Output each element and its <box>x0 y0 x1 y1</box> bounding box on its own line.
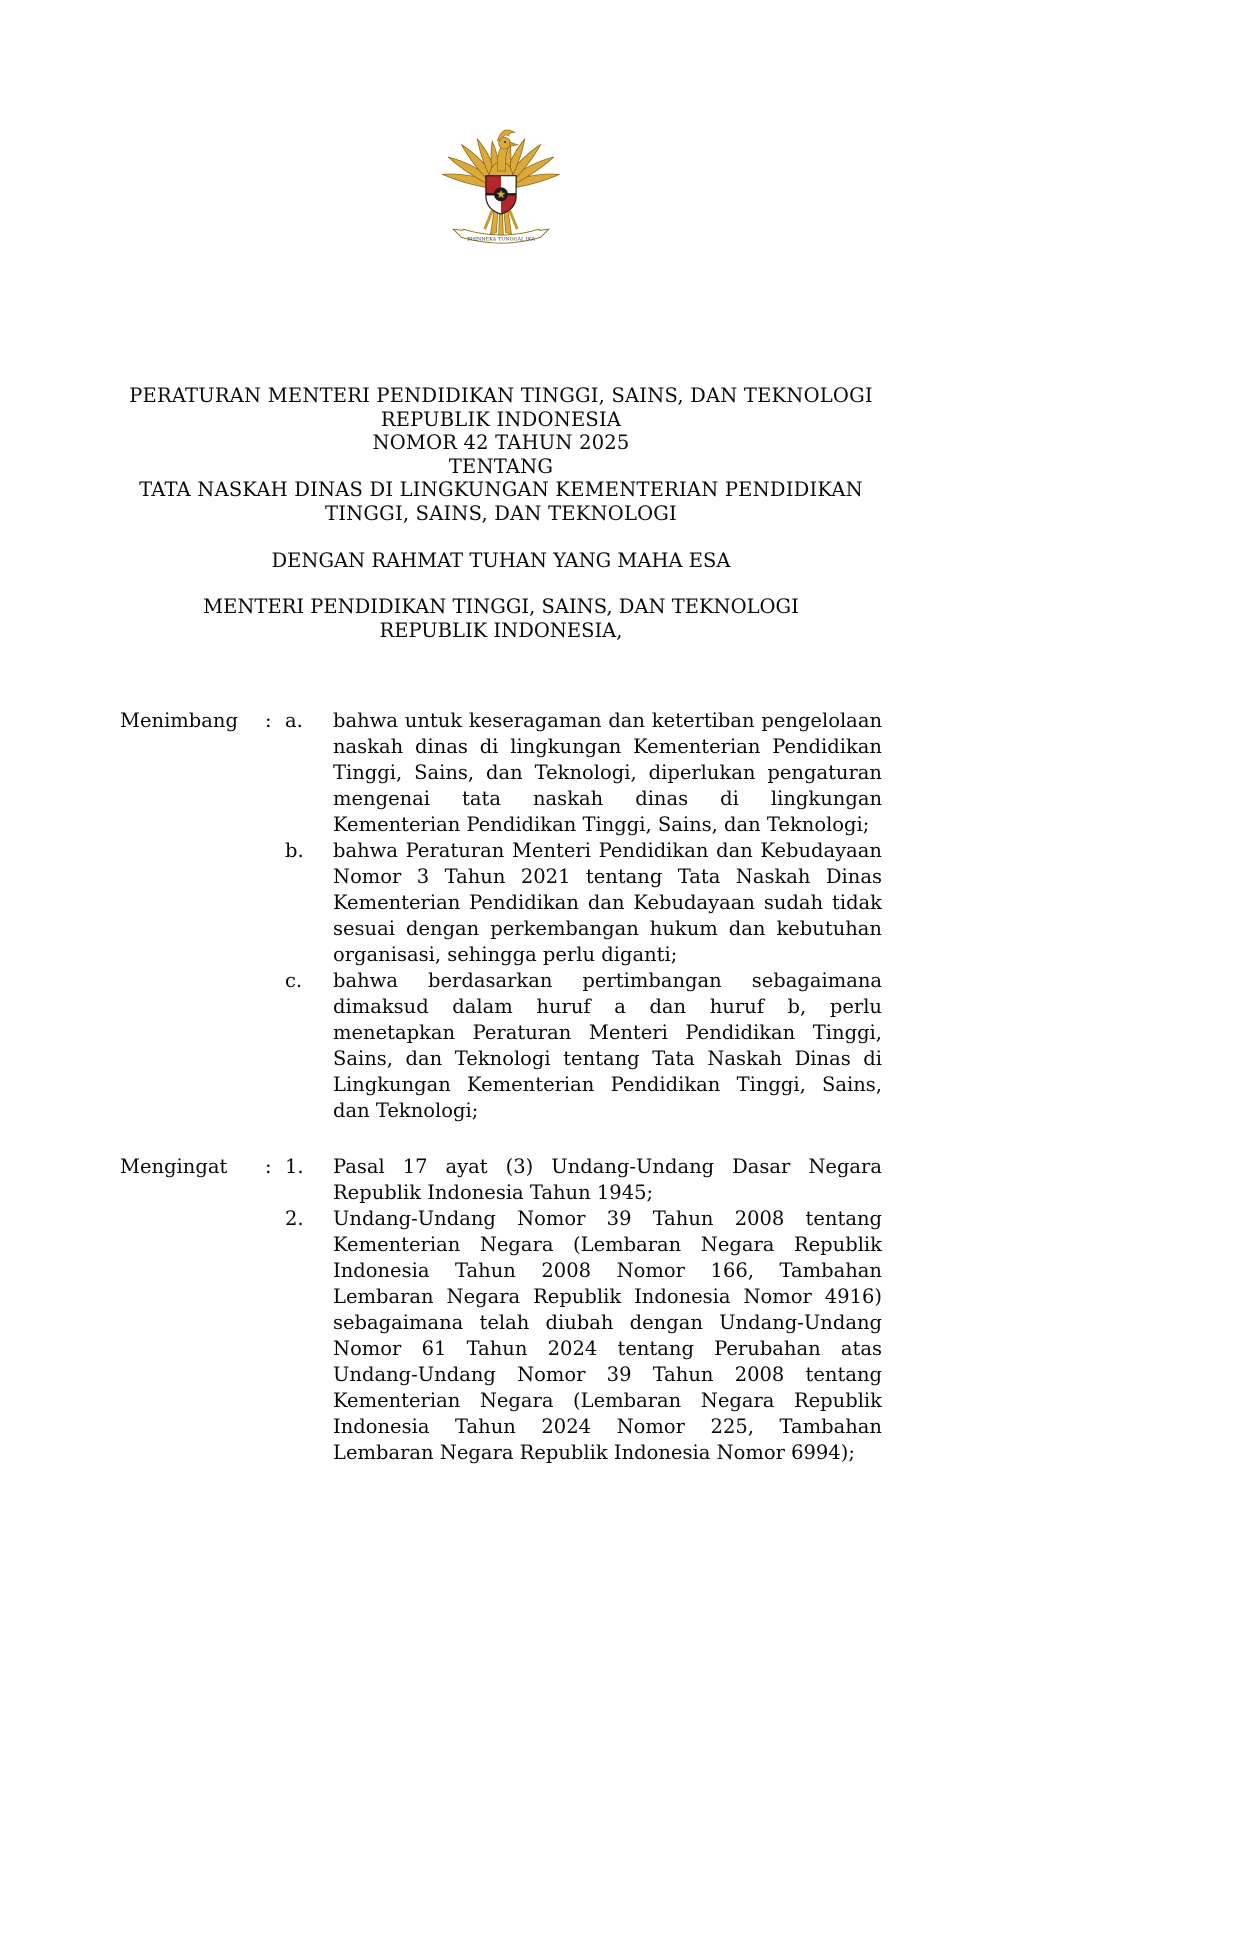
authority-block <box>120 595 882 642</box>
authority-line: REPUBLIK INDONESIA, <box>379 618 623 642</box>
title-line: TINGGI, SAINS, DAN TEKNOLOGI <box>325 501 677 525</box>
item-marker: b. <box>285 839 304 863</box>
title-line: NOMOR 42 TAHUN 2025 <box>372 431 630 455</box>
section-label: Mengingat <box>120 1155 228 1179</box>
invocation-line: DENGAN RAHMAT TUHAN YANG MAHA ESA <box>271 548 731 572</box>
section-mengingat <box>120 1154 882 1466</box>
section-items <box>285 1154 882 1466</box>
section-label: Menimbang <box>120 709 238 733</box>
list-item <box>285 1154 882 1206</box>
colon-separator: : <box>265 1155 272 1179</box>
page-content <box>120 0 882 1466</box>
item-text: bahwa berdasarkan pertimbangan sebagaimana dimaksud dalam huruf a dan huruf b, perlu menetapkan Peraturan Menteri Pendidikan Tinggi, Sains, dan Teknologi tentang Tata Naskah Dinas di Lingkungan Kementerian Pendidikan Tinggi, Sains, dan Teknologi; <box>333 969 882 1123</box>
item-text: bahwa Peraturan Menteri Pendidikan dan Kebudayaan Nomor 3 Tahun 2021 tentang Tata Naskah Dinas Kementerian Pendidikan dan Kebudayaan sudah tidak sesuai dengan perkembangan hukum dan kebutuhan organisasi, sehingga perlu diganti; <box>333 839 882 967</box>
emblem-container <box>120 112 882 262</box>
item-text: Pasal 17 ayat (3) Undang-Undang Dasar Negara Republik Indonesia Tahun 1945; <box>333 1155 882 1205</box>
document-title <box>120 384 882 526</box>
item-text: bahwa untuk keseragaman dan ketertiban pengelolaan naskah dinas di lingkungan Kementerian Pendidikan Tinggi, Sains, dan Teknologi, diperlukan pengaturan mengenai tata naskah dinas di lingkungan Kementerian Pendidikan Tinggi, Sains, dan Teknologi; <box>333 709 882 837</box>
list-item <box>285 708 882 838</box>
item-marker: 1. <box>285 1155 304 1179</box>
colon-separator: : <box>265 709 272 733</box>
garuda-pancasila-emblem <box>437 112 565 258</box>
title-line: REPUBLIK INDONESIA <box>380 407 622 431</box>
pancasila-shield <box>486 176 516 217</box>
document-body <box>120 708 882 1466</box>
item-marker: a. <box>285 709 303 733</box>
authority-line: MENTERI PENDIDIKAN TINGGI, SAINS, DAN TEKNOLOGI <box>203 595 799 619</box>
title-line: TENTANG <box>448 454 554 478</box>
item-text: Undang-Undang Nomor 39 Tahun 2008 tentang Kementerian Negara (Lembaran Negara Republik Indonesia Tahun 2008 Nomor 166, Tambahan Lembaran Negara Republik Indonesia Nomor 4916) sebagaimana telah diubah dengan Undang-Undang Nomor 61 Tahun 2024 tentang Perubahan atas Undang-Undang Nomor 39 Tahun 2008 tentang Kementerian Negara (Lembaran Negara Republik Indonesia Tahun 2024 Nomor 225, Tambahan Lembaran Negara Republik Indonesia Nomor 6994); <box>333 1207 882 1465</box>
item-marker: c. <box>285 969 303 993</box>
section-menimbang <box>120 708 882 1124</box>
title-line: TATA NASKAH DINAS DI LINGKUNGAN KEMENTERIAN PENDIDIKAN <box>139 478 863 502</box>
item-marker: 2. <box>285 1207 304 1231</box>
title-line: PERATURAN MENTERI PENDIDIKAN TINGGI, SAINS, DAN TEKNOLOGI <box>129 384 873 407</box>
motto-text: BHINNEKA TUNGGAL IKA <box>467 236 535 243</box>
section-items <box>285 708 882 1124</box>
list-item <box>285 1206 882 1466</box>
list-item <box>285 968 882 1124</box>
list-item <box>285 838 882 968</box>
